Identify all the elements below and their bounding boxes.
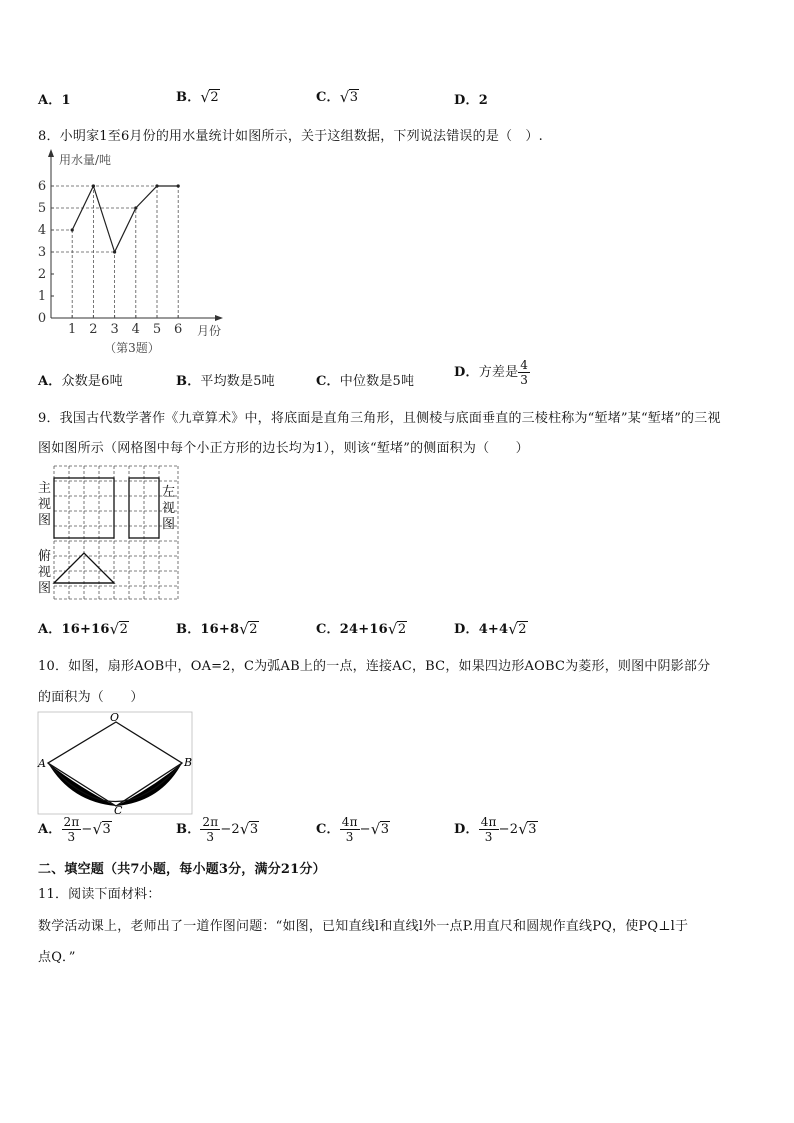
q11-text-line1: 数学活动课上，老师出了一道作图问题：“如图，已知直线l和直线l外一点P.用直尺和圆规作直线PQ，使PQ⊥l于 xyxy=(38,919,689,934)
q7-option-a: A．1 xyxy=(38,93,71,108)
q10-label-o: O xyxy=(110,711,120,724)
data-point xyxy=(113,250,116,253)
q11-text-line2: 点Q．” xyxy=(38,950,76,965)
data-point xyxy=(134,206,137,209)
x-tick-label: 3 xyxy=(110,322,119,337)
q9-side-label: 左 视 图 xyxy=(162,485,176,532)
q10-option-c: C． $\frac{4\pi}{3}$ − √ 3 xyxy=(316,815,390,844)
q10-label-c: C xyxy=(114,804,123,816)
q9-three-views xyxy=(36,462,196,606)
data-point xyxy=(92,184,95,187)
y-tick-label: 4 xyxy=(37,223,47,238)
q7-option-c: C． √ 3 xyxy=(316,88,359,106)
x-tick-label: 2 xyxy=(89,322,98,337)
x-tick-label: 1 xyxy=(68,322,77,337)
y-axis-arrow xyxy=(48,149,54,157)
data-point xyxy=(155,184,158,187)
y-tick-label: 5 xyxy=(37,201,47,216)
y-tick-label: 3 xyxy=(37,245,47,260)
q10-stem-line2: 的面积为（ ） xyxy=(38,690,144,705)
q8-option-a: A．众数是6吨 xyxy=(38,374,123,389)
q9-top-label: 俯 视 图 xyxy=(38,549,52,596)
y-tick-label: 6 xyxy=(37,179,47,194)
q9-option-c: C．24+16 √ 2 xyxy=(316,620,407,638)
section-heading-fill-in: 二、填空题（共7小题，每小题3分，满分21分） xyxy=(38,862,326,877)
q11-title: 11．阅读下面材料： xyxy=(38,887,161,902)
q8-option-b: B．平均数是5吨 xyxy=(176,374,275,389)
q7-option-d: D．2 xyxy=(454,93,488,108)
q8-chart xyxy=(30,146,230,360)
q9-front-label: 主 视 图 xyxy=(38,481,52,528)
q10-arc-ab xyxy=(48,763,182,802)
chart-caption: （第3题） xyxy=(104,341,160,355)
x-tick-label: 4 xyxy=(131,322,140,337)
y-tick-label: 2 xyxy=(37,267,47,282)
x-tick-label: 5 xyxy=(152,322,162,337)
x-tick-label: 6 xyxy=(174,322,183,337)
q9-option-a: A．16+16 √ 2 xyxy=(38,620,129,638)
q9-option-b: B．16+8 √ 2 xyxy=(176,620,258,638)
q10-label-b: B xyxy=(184,756,193,769)
x-axis-label: 月份 xyxy=(197,324,222,338)
q10-sector-figure xyxy=(36,710,196,820)
data-point xyxy=(177,184,180,187)
q7-option-b: B． √ 2 xyxy=(176,88,219,106)
q8-option-c: C．中位数是5吨 xyxy=(316,374,415,389)
y-tick-label: 0 xyxy=(37,311,47,326)
data-point xyxy=(71,228,74,231)
q10-option-d: D． $\frac{4\pi}{3}$ −2 √ 3 xyxy=(454,815,537,844)
x-axis-arrow xyxy=(215,315,223,321)
q10-option-b: B． $\frac{2\pi}{3}$ −2 √ 3 xyxy=(176,815,259,844)
q10-option-a: A． $\frac{2\pi}{3}$ − √ 3 xyxy=(38,815,111,844)
series-line xyxy=(72,186,178,252)
q8-stem: 8．小明家1至6月份的用水量统计如图所示，关于这组数据，下列说法错误的是（ ）. xyxy=(38,129,543,144)
q10-rhombus-aobc xyxy=(48,722,182,806)
q10-stem-line1: 10．如图，扇形AOB中，OA=2，C为弧AB上的一点，连接AC，BC，如果四边形AOBC为菱形，则图中阴影部分 xyxy=(38,659,711,674)
q9-option-d: D．4+4 √ 2 xyxy=(454,620,527,638)
y-tick-label: 1 xyxy=(37,289,47,304)
q9-stem-line2: 图如图所示（网格图中每个小正方形的边长均为1），则该“堑堵”的侧面积为（ ） xyxy=(38,441,529,456)
y-axis-label: 用水量/吨 xyxy=(59,153,112,167)
q10-label-a: A xyxy=(38,757,46,770)
q9-stem-line1: 9．我国古代数学著作《九章算术》中，将底面是直角三角形，且侧棱与底面垂直的三棱柱称为“堑堵”某“堑堵”的三视 xyxy=(38,411,721,426)
q8-option-d: D．方差是 $\frac{4}{3}$ xyxy=(454,358,529,387)
